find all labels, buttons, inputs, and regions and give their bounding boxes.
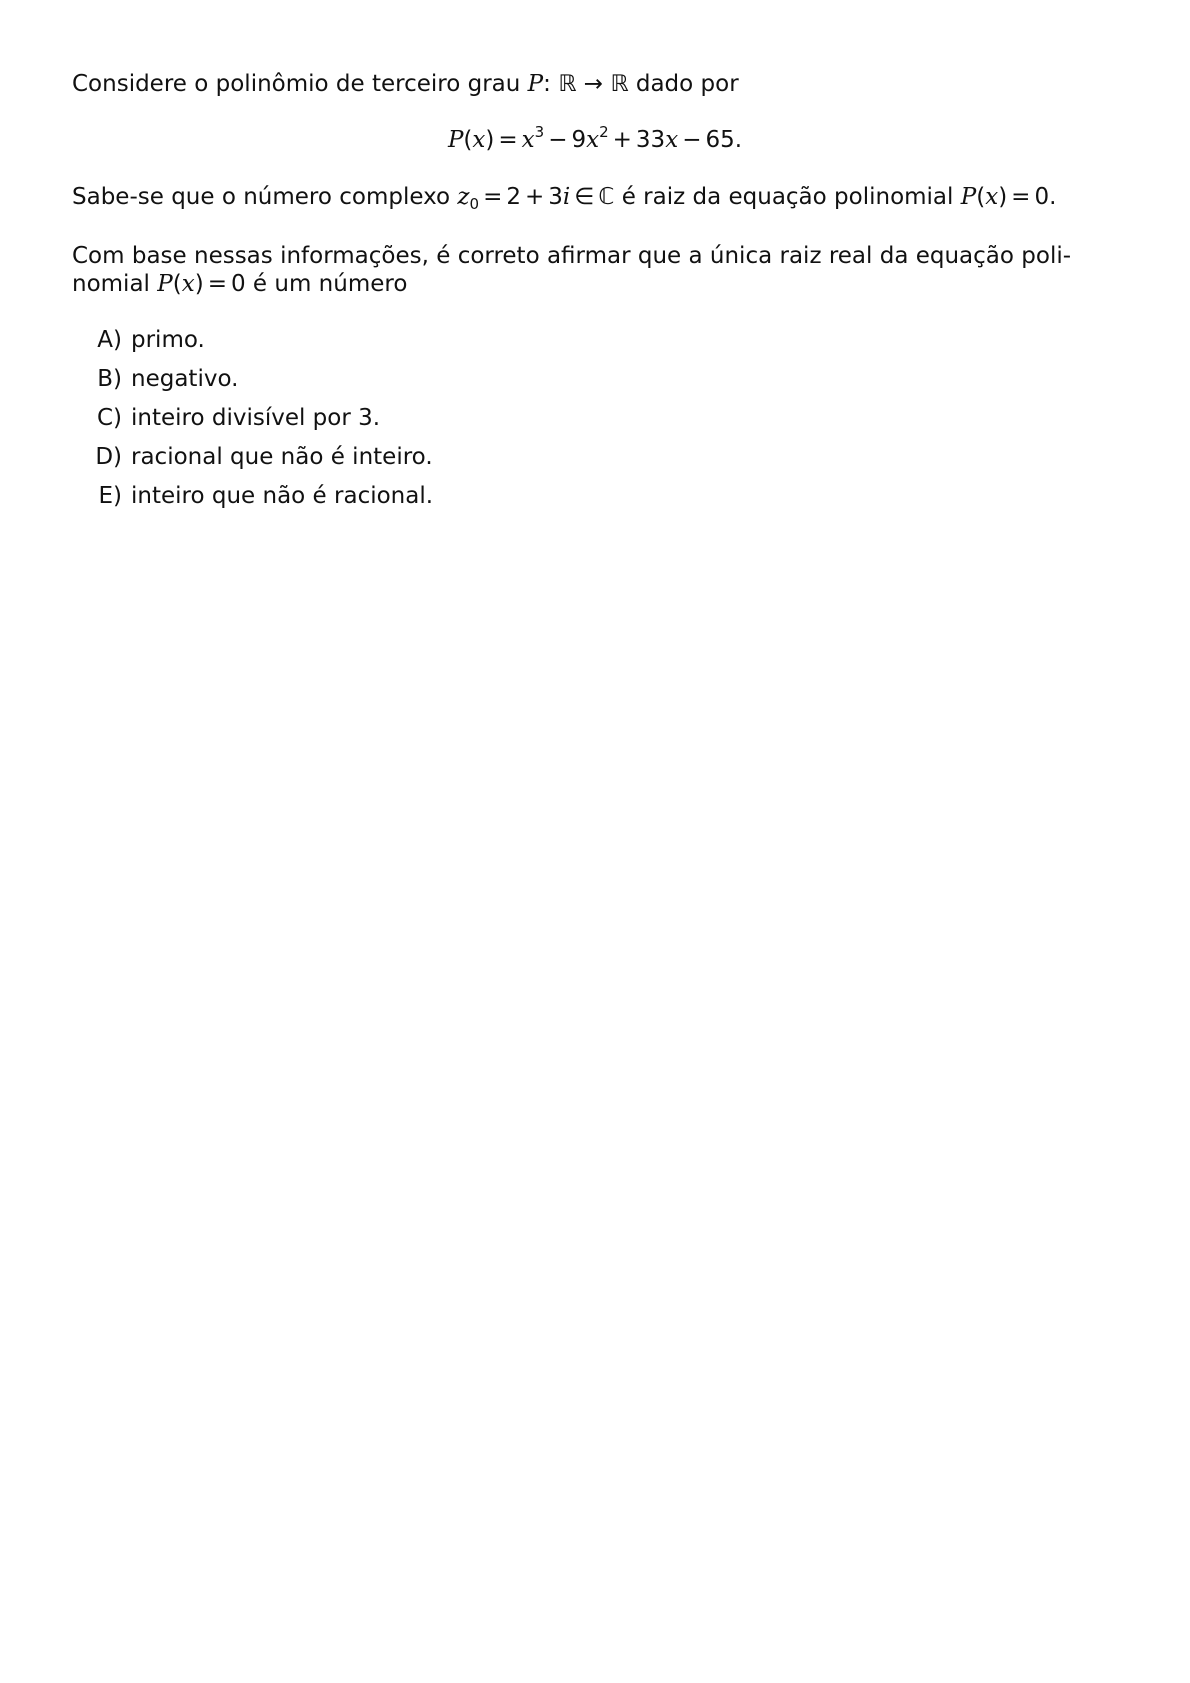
intro-function-symbol: P — [527, 71, 544, 97]
option-letter: D) — [95, 444, 122, 470]
line4-equals: = — [207, 271, 227, 297]
z-subscript: 0 — [469, 195, 480, 213]
option-letter: B) — [97, 366, 122, 392]
intro-text: Considere o polinômio de terceiro grau — [72, 71, 521, 97]
z-real-part: 2 — [506, 184, 521, 210]
option-text: primo. — [131, 327, 205, 353]
formula-x: x — [472, 127, 486, 153]
intro-codomain-symbol: ℝ — [610, 71, 629, 97]
line2-open-paren: ( — [976, 184, 986, 210]
formula-term1-exponent: 3 — [534, 123, 545, 141]
formula-term1-var: x — [521, 127, 535, 153]
question-text-end: é um número — [252, 271, 408, 297]
option-text: inteiro que não é racional. — [131, 483, 434, 509]
formula-plus: + — [612, 127, 632, 153]
option-text: inteiro divisível por 3. — [131, 405, 381, 431]
z-plus: + — [525, 184, 545, 210]
formula-term2-var: x — [586, 127, 600, 153]
line2-zero: 0. — [1034, 184, 1057, 210]
question-line-1 — [72, 242, 1071, 270]
intro-end-text: dado por — [635, 71, 739, 97]
question-text: Com base nessas informações, é correto afirmar que a única raiz real da equação poli- — [72, 243, 1072, 269]
polynomial-formula — [0, 123, 1190, 154]
intro-colon: : — [543, 71, 551, 97]
complex-root-line — [72, 183, 1056, 211]
option-letter: C) — [96, 405, 122, 431]
imaginary-unit: i — [562, 184, 571, 210]
line2-equals: = — [1011, 184, 1031, 210]
line2-x: x — [985, 184, 999, 210]
formula-constant: 65. — [705, 127, 743, 153]
option-text: racional que não é inteiro. — [131, 444, 433, 470]
question-line-2 — [72, 270, 407, 298]
option-letter: A) — [97, 327, 122, 353]
complex-root-text: Sabe-se que o número complexo — [72, 184, 451, 210]
formula-term3-var: x — [665, 127, 679, 153]
z-symbol: z — [457, 184, 470, 210]
formula-P: P — [447, 127, 464, 153]
formula-open-paren: ( — [463, 127, 473, 153]
option-letter: E) — [98, 483, 122, 509]
line2-close-paren: ) — [998, 184, 1008, 210]
option-text: negativo. — [131, 366, 239, 392]
z-imag-coef: 3 — [548, 184, 563, 210]
root-equation-text: é raiz da equação polinomial — [621, 184, 954, 210]
line4-zero: 0 — [230, 271, 246, 297]
formula-minus-1: − — [548, 127, 568, 153]
line4-x: x — [181, 271, 195, 297]
line2-P: P — [960, 184, 977, 210]
line4-P: P — [157, 271, 173, 297]
z-equals: = — [483, 184, 503, 210]
question-text-continued: nomial — [72, 271, 150, 297]
intro-domain-symbol: ℝ — [558, 71, 577, 97]
intro-arrow: → — [583, 71, 604, 97]
element-of-symbol: ∈ — [574, 184, 595, 210]
formula-close-paren: ) — [485, 127, 495, 153]
line4-close-paren: ) — [194, 271, 204, 297]
formula-term3-coef: 33 — [635, 127, 666, 153]
formula-term2-exponent: 2 — [599, 123, 609, 141]
complex-set-symbol: ℂ — [598, 184, 615, 210]
intro-line — [72, 70, 739, 98]
line4-open-paren: ( — [172, 271, 182, 297]
formula-minus-2: − — [682, 127, 702, 153]
formula-term2-coef: 9 — [571, 127, 587, 153]
formula-equals: = — [498, 127, 518, 153]
